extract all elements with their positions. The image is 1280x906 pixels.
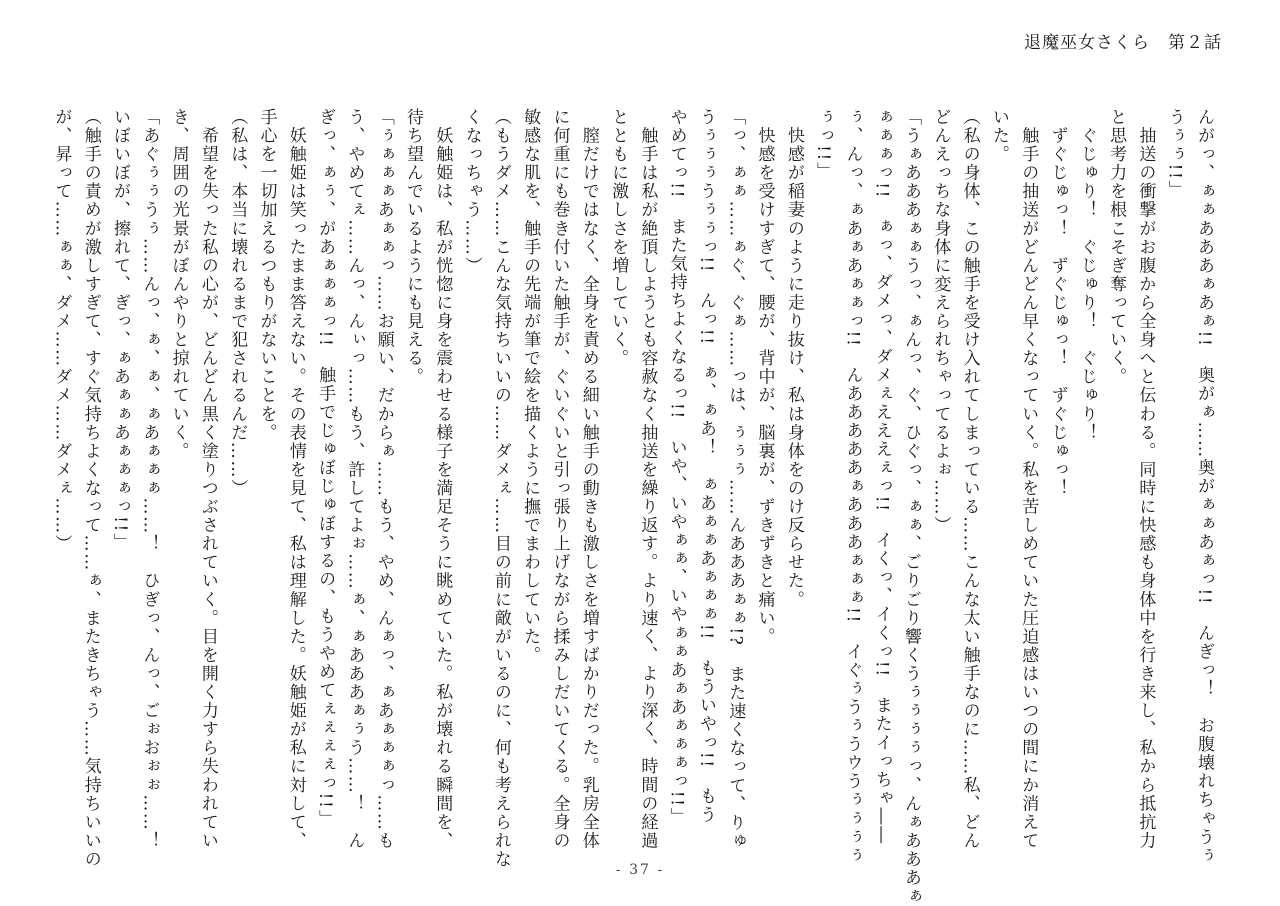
text-line: 触手の抽送がどんどん早くなっていく。私を苦しめていた圧迫感はいつの間にか消えて xyxy=(1018,108,1039,850)
text-line: ぎっ、ぁぅ、があぁぁぁっ!! 触手でじゅぼじゅぼするの、もうやめてぇぇぇぇっ!!」 xyxy=(315,108,336,828)
text-line: （もうダメ……こんな気持ちいいの……ダメぇ……目の前に敵がいるのに、何も考えられな xyxy=(490,108,511,869)
text-line: と思考力を根こそぎ奪っていく。 xyxy=(1106,108,1127,387)
text-line: う、やめてぇ……んっ、んぃっ……もう、許してよぉ……ぁ、ぁあああぁぅう……！ ん xyxy=(344,108,365,850)
text-line: 手心を一切加えるつもりがないことを。 xyxy=(256,108,277,442)
text-line: ぅ、んっ、ぁあぁあぁぁっ!! んあああああぁあああぁぁぁ!! イぐぅうぅうウうぅぅぅぅ xyxy=(842,108,863,865)
text-line: （私は、本当に壊れるまで犯されるんだ……） xyxy=(227,108,248,498)
text-line: 「あぐぅぅうぅ……んっ、ぁ、ぁ、ぁあぁぁぁ……！ ひぎっ、んっ、ごぉおぉぉ……！ xyxy=(139,108,160,850)
text-line: 快感が稲妻のように走り抜け、私は身体をのけ反らせた。 xyxy=(783,108,804,609)
text-line: んがっ、ぁぁあああぁあぁ!! 奥がぁ……奥がぁぁあぁっ!! んぎっ！ お腹壊れちゃうぅ xyxy=(1194,108,1214,865)
text-line: 抽送の衝撃がお腹から全身へと伝わる。同時に快感も身体中を行き来し、私から抵抗力 xyxy=(1135,108,1156,850)
text-line: ずぐじゅっ！ ずぐじゅっ！ ずぐじゅっ！ xyxy=(1047,108,1068,498)
text-line: うぅぅ!!」 xyxy=(1164,108,1185,199)
text-line: 快感を受けすぎて、腰が、背中が、脳裏が、ずきずきと痛い。 xyxy=(754,108,775,646)
text-line: 膣だけではなく、全身を責める細い触手の動きも激しさを増すばかりだった。乳房全体 xyxy=(578,108,599,850)
text-line: ぁぁぁっ!! ぁっ、ダメっ、ダメぇえええぇっ!! イくっ、イくっ!! またイっちゃ―― xyxy=(871,108,892,845)
text-line: どんえっちな身体に変えられちゃってるよぉ……） xyxy=(930,108,951,535)
text-line: 待ち望んでいるようにも見える。 xyxy=(402,108,423,387)
text-line: 妖触姫は、私が恍惚に身を震わせる様子を満足そうに眺めていた。私が壊れる瞬間を、 xyxy=(432,108,453,850)
text-line: うぅぅぅうぅぅっ!! んっ!! ぁ、ぁあ！ ぁあぁぁあぁぁぁ!! もういやっ!! もう xyxy=(695,108,716,825)
text-line: やめてっ!! また気持ちよくなるっ!! いや、いやぁぁ、いやぁぁあぁあぁぁぁっ!!」 xyxy=(666,108,687,827)
text-line: （私の身体、この触手を受け入れてしまっている……こんな太い触手なのに……私、どん xyxy=(959,108,980,850)
text-line: くなっちゃう……） xyxy=(461,108,482,275)
text-line: 希望を失った私の心が、どんどん黒く塗りつぶされていく。目を開く力すら失われてい xyxy=(197,108,218,850)
text-line: （触手の責めが激しすぎて、すぐ気持ちよくなって……ぁ、またきちゃう……気持ちいいの xyxy=(80,108,101,869)
text-line: ぐじゅり！ ぐじゅり！ ぐじゅり！ xyxy=(1076,108,1097,442)
text-line: 敏感な肌を、触手の先端が筆で絵を描くように撫でまわしていた。 xyxy=(520,108,541,665)
text-line: いた。 xyxy=(988,108,1009,164)
text-line: いぼいぼが、擦れて、ぎっ、ぁあぁぁあぁぁぁっ!!」 xyxy=(110,108,131,552)
page-number: - 37 - xyxy=(615,862,665,878)
text-line: き、周囲の光景がぼんやりと掠れていく。 xyxy=(168,108,189,461)
text-line: に何重にも巻き付いた触手が、ぐいぐいと引っ張り上げながら揉みしだいてくる。全身の xyxy=(549,108,570,850)
text-line: 「うぁあああぁぁうっ、ぁんっ、ぐ、ひぐっ、ぁぁ、ごりごり響くうぅぅぅぅっ、んぁあああぁ xyxy=(901,108,922,906)
text-line: 触手は私が絶頂しようとも容赦なく抽送を繰り返す。より速く、より深く、時間の経過 xyxy=(637,108,658,850)
running-header-title: 退魔巫女さくら 第２話 xyxy=(1024,33,1222,53)
text-line: とともに激しさを増していく。 xyxy=(608,108,629,368)
text-line: 「ぅぁぁぁあぁぁっ……お願い、だからぁ……もう、やめ、んぁっ、ぁあぁぁぁっ……も xyxy=(373,108,394,850)
text-line: ぅっ!!」 xyxy=(813,108,834,181)
text-line: 「っ、ぁぁ……ぁぐ、ぐぁ……っは、ぅぅぅ……んあああぁぁ!? また速くなって、りゅ xyxy=(725,108,746,851)
text-line: 妖触姫は笑ったまま答えない。その表情を見て、私は理解した。妖触姫が私に対して、 xyxy=(285,108,306,850)
text-line: が、昇って……ぁぁ、ダメ……ダメ……ダメぇ……） xyxy=(51,108,72,554)
